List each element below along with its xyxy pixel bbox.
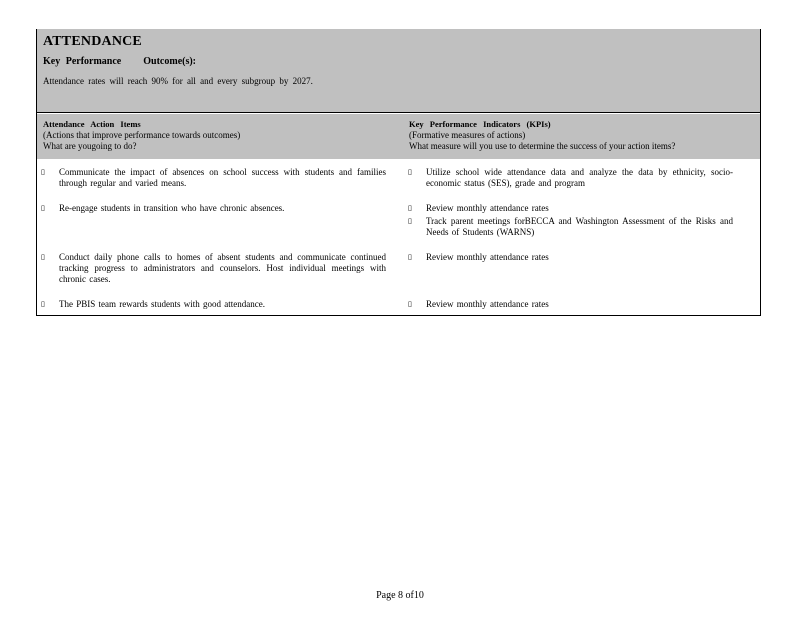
action-items-header bbox=[43, 119, 403, 152]
action-items-header-title: Attendance Action Items bbox=[43, 119, 141, 129]
bullet-icon: ▯ bbox=[41, 300, 45, 308]
kpi-header bbox=[409, 119, 759, 152]
kpo-label-part-2: Outcome(s): bbox=[143, 56, 197, 67]
action-items-header-line-2: What are yougoing to do? bbox=[43, 141, 137, 151]
action-item-text: Conduct daily phone calls to homes of absent students and communicate continued tracking progress to administrators and counselors. Host individual meetings with chronic cases. bbox=[59, 252, 386, 284]
kpi-header-title: Key Performance Indicators (KPIs) bbox=[409, 119, 551, 129]
bullet-icon: ▯ bbox=[408, 204, 412, 212]
section-title: ATTENDANCE bbox=[43, 34, 142, 49]
action-item-text: The PBIS team rewards students with good attendance. bbox=[59, 299, 265, 309]
kpi-item-text: Review monthly attendance rates bbox=[426, 299, 549, 309]
outcome-text: Attendance rates will reach 90% for all and every subgroup by 2027. bbox=[43, 76, 313, 86]
kpi-item bbox=[408, 167, 733, 189]
kpi-header-line-2: What measure will you use to determine the success of your action items? bbox=[409, 141, 676, 151]
action-items-header-line-1: (Actions that improve performance towards outcomes) bbox=[43, 130, 241, 140]
column-header-row bbox=[37, 114, 760, 159]
kpi-item-text: Track parent meetings forBECCA and Washington Assessment of the Risks and Needs of Students (WARNS) bbox=[426, 216, 733, 237]
kpi-item-text: Review monthly attendance rates bbox=[426, 203, 549, 213]
kpi-item-text: Review monthly attendance rates bbox=[426, 252, 549, 262]
action-item-text: Re-engage students in transition who have chronic absences. bbox=[59, 203, 285, 213]
kpi-item bbox=[408, 203, 733, 214]
kpi-item bbox=[408, 216, 733, 238]
action-item-text: Communicate the impact of absences on school success with students and families through regular and varied means. bbox=[59, 167, 386, 188]
bullet-icon: ▯ bbox=[41, 168, 45, 176]
kpi-header-line-1: (Formative measures of actions) bbox=[409, 130, 526, 140]
bullet-icon: ▯ bbox=[408, 168, 412, 176]
action-item bbox=[41, 252, 386, 285]
bullet-icon: ▯ bbox=[41, 253, 45, 261]
action-item bbox=[41, 203, 386, 214]
section-header-band bbox=[37, 29, 760, 113]
attendance-table bbox=[36, 29, 761, 316]
page-number: Page 8 of10 bbox=[376, 590, 424, 601]
action-item bbox=[41, 299, 386, 310]
kpi-item bbox=[408, 299, 733, 310]
kpi-item bbox=[408, 252, 733, 263]
key-performance-outcome-label bbox=[43, 56, 196, 67]
kpo-label-part-1: Key Performance bbox=[43, 56, 122, 67]
kpi-item-text: Utilize school wide attendance data and analyze the data by ethnicity, socio-economic status (SES), grade and program bbox=[426, 167, 733, 188]
bullet-icon: ▯ bbox=[41, 204, 45, 212]
bullet-icon: ▯ bbox=[408, 217, 412, 225]
bullet-icon: ▯ bbox=[408, 253, 412, 261]
bullet-icon: ▯ bbox=[408, 300, 412, 308]
action-item bbox=[41, 167, 386, 189]
